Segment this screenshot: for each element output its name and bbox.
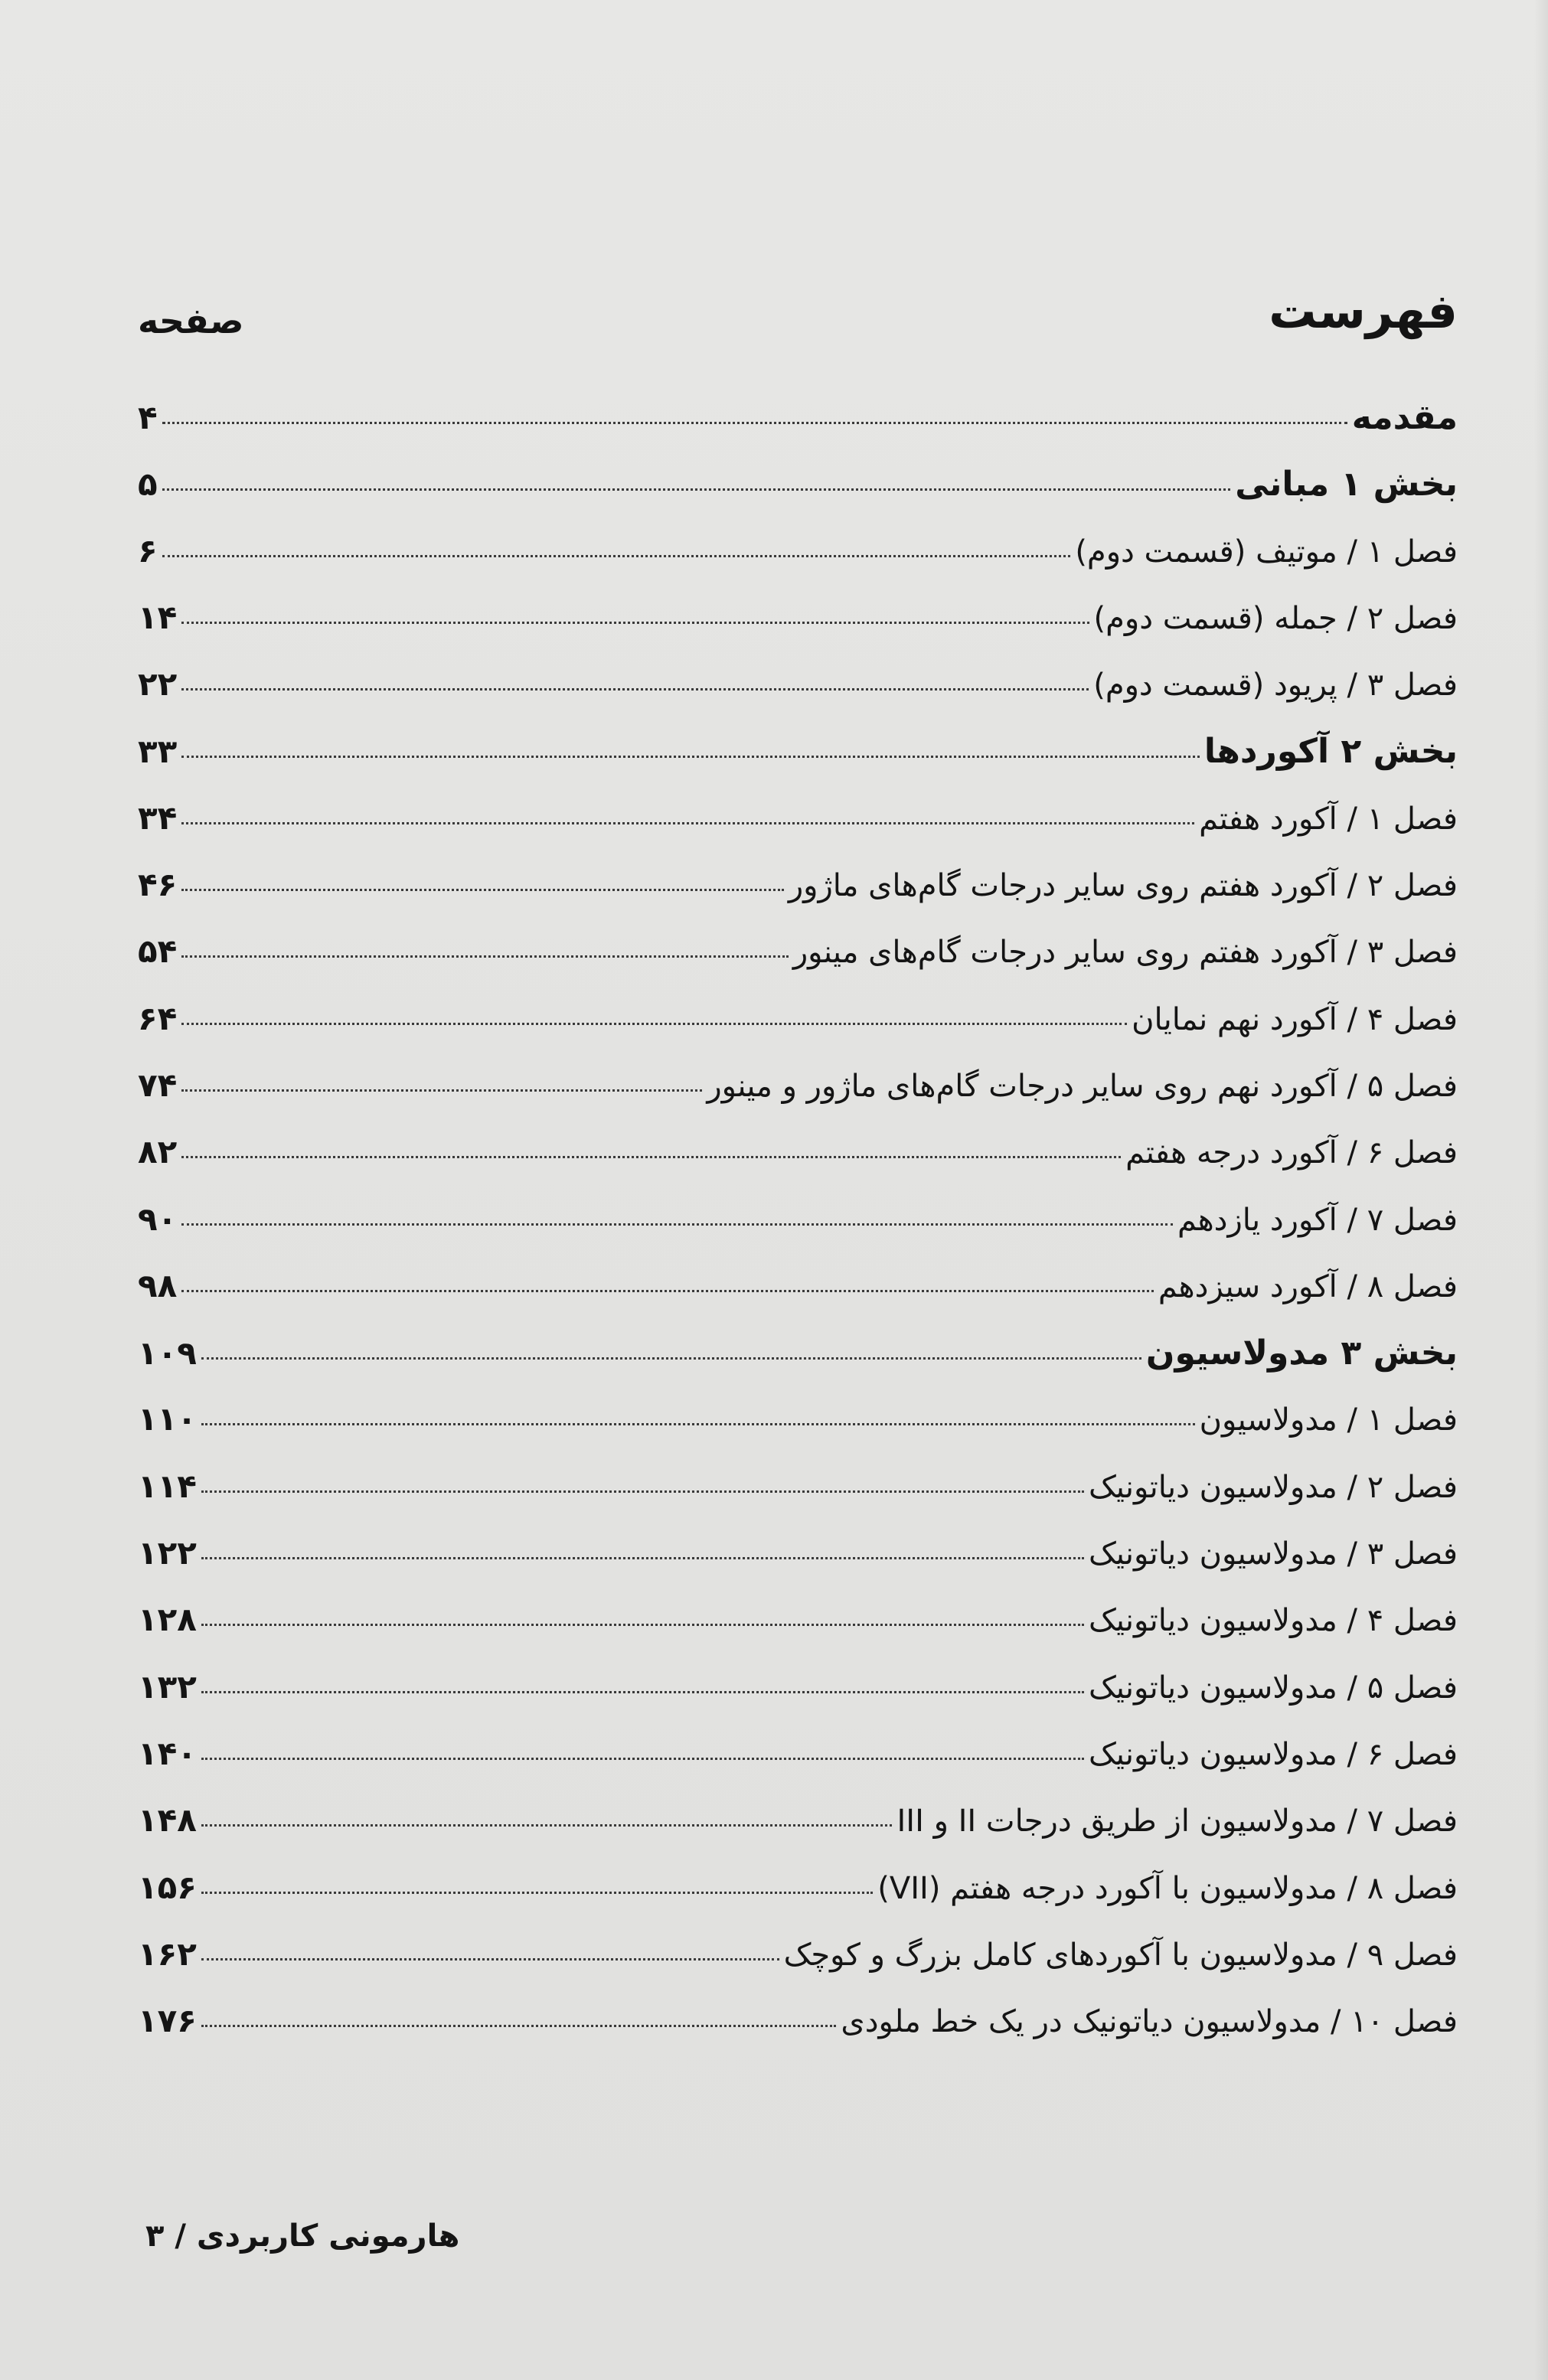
toc-page-number: ۱۵۶ (138, 1868, 197, 1906)
toc-entry-title: فصل ۶ / مدولاسیون دیاتونیک (1088, 1736, 1458, 1772)
dot-leader (201, 2025, 836, 2027)
table-of-contents (138, 398, 1458, 2068)
toc-entry-title: فصل ۵ / آکورد نهم روی سایر درجات گام‌های ماژور و مینور (707, 1068, 1458, 1104)
toc-chapter-row (138, 1000, 1458, 1066)
toc-page-number: ۱۳۲ (138, 1667, 197, 1706)
toc-entry-title: بخش ۲ آکوردها (1203, 732, 1458, 772)
toc-chapter-row (138, 1668, 1458, 1735)
toc-entry-title: فصل ۲ / آکورد هفتم روی سایر درجات گام‌های ماژور (788, 868, 1458, 904)
dot-leader (181, 1223, 1173, 1226)
toc-page-number: ۶۴ (138, 999, 178, 1037)
toc-chapter-row (138, 799, 1458, 866)
dot-leader (181, 622, 1089, 624)
toc-entry-title: فصل ۷ / آکورد یازدهم (1177, 1202, 1458, 1238)
dot-leader (201, 1423, 1195, 1425)
dot-leader (201, 1824, 893, 1827)
toc-entry-title: مقدمه (1351, 398, 1458, 437)
toc-entry-title: فصل ۳ / مدولاسیون دیاتونیک (1088, 1536, 1458, 1572)
dot-leader (162, 555, 1071, 557)
toc-entry-title: بخش ۱ مبانی (1235, 465, 1458, 504)
dot-leader (181, 688, 1089, 690)
toc-chapter-row (138, 1935, 1458, 2002)
toc-page-number: ۱۷۶ (138, 2002, 197, 2040)
toc-page-number: ۱۶۲ (138, 1934, 197, 1973)
toc-page-number: ۲۲ (138, 665, 178, 704)
toc-page-number: ۱۰۹ (138, 1334, 197, 1373)
dot-leader (201, 1624, 1084, 1626)
toc-entry-title: فصل ۵ / مدولاسیون دیاتونیک (1088, 1670, 1458, 1706)
dot-leader (181, 955, 789, 958)
toc-part-row (138, 398, 1458, 465)
toc-entry-title: فصل ۱۰ / مدولاسیون دیاتونیک در یک خط ملودی (841, 2004, 1458, 2040)
toc-chapter-row (138, 866, 1458, 932)
toc-entry-title: فصل ۴ / آکورد نهم نمایان (1132, 1001, 1458, 1037)
dot-leader (201, 1758, 1084, 1760)
toc-chapter-row (138, 532, 1458, 599)
toc-entry-title: فصل ۴ / مدولاسیون دیاتونیک (1088, 1603, 1458, 1639)
toc-entry-title: فصل ۳ / پریود (قسمت دوم) (1093, 668, 1458, 704)
toc-chapter-row (138, 599, 1458, 665)
toc-page-number: ۶ (138, 531, 158, 570)
dot-leader (181, 1023, 1127, 1025)
toc-page-number: ۴۶ (138, 866, 178, 904)
dot-leader (181, 889, 784, 891)
toc-page-number: ۱۴ (138, 598, 178, 636)
toc-chapter-row (138, 1267, 1458, 1334)
toc-part-row (138, 1334, 1458, 1400)
dot-leader (201, 1958, 779, 1960)
toc-entry-title: فصل ۱ / آکورد هفتم (1199, 801, 1458, 837)
toc-page-number: ۱۲۸ (138, 1601, 197, 1639)
toc-chapter-row (138, 1601, 1458, 1667)
toc-chapter-row (138, 1400, 1458, 1467)
toc-entry-title: فصل ۸ / مدولاسیون با آکورد درجه هفتم (VII) (877, 1870, 1458, 1906)
toc-page-number: ۱۱۴ (138, 1467, 197, 1505)
toc-page-number: ۹۰ (138, 1200, 178, 1238)
dot-leader (201, 1557, 1084, 1559)
toc-entry-title: فصل ۳ / آکورد هفتم روی سایر درجات گام‌های مینور (792, 935, 1458, 971)
toc-page-number: ۱۱۰ (138, 1400, 197, 1438)
dot-leader (162, 488, 1231, 491)
toc-entry-title: فصل ۶ / آکورد درجه هفتم (1125, 1135, 1458, 1171)
toc-entry-title: فصل ۱ / مدولاسیون (1199, 1402, 1458, 1438)
toc-page-number: ۷۴ (138, 1066, 178, 1104)
toc-page-number: ۴ (138, 399, 158, 436)
toc-chapter-row (138, 932, 1458, 999)
running-footer: هارمونی کاربردی / ۳ (145, 2218, 460, 2254)
page-title: فهرست (1269, 283, 1458, 339)
dot-leader (181, 1156, 1121, 1158)
dot-leader (201, 1892, 873, 1894)
dot-leader (201, 1490, 1084, 1493)
dot-leader (181, 822, 1194, 824)
toc-page-number: ۳۴ (138, 798, 178, 837)
dot-leader (201, 1691, 1084, 1693)
toc-part-row (138, 732, 1458, 798)
dot-leader (162, 422, 1347, 424)
dot-leader (181, 1290, 1154, 1292)
toc-page-number: ۵ (138, 465, 158, 504)
dot-leader (181, 1089, 702, 1092)
toc-chapter-row (138, 1200, 1458, 1267)
dot-leader (181, 756, 1200, 758)
toc-entry-title: فصل ۲ / مدولاسیون دیاتونیک (1088, 1469, 1458, 1505)
toc-page-number: ۱۲۲ (138, 1534, 197, 1572)
toc-page-number: ۱۴۰ (138, 1734, 197, 1772)
toc-chapter-row (138, 2002, 1458, 2068)
toc-page-number: ۹۸ (138, 1266, 178, 1304)
toc-entry-title: فصل ۲ / جمله (قسمت دوم) (1093, 600, 1458, 636)
toc-chapter-row (138, 1534, 1458, 1601)
toc-page-number: ۳۳ (138, 733, 178, 771)
toc-chapter-row (138, 665, 1458, 732)
toc-chapter-row (138, 1468, 1458, 1534)
toc-entry-title: فصل ۷ / مدولاسیون از طریق درجات II و III (896, 1804, 1458, 1840)
toc-chapter-row (138, 1133, 1458, 1200)
toc-entry-title: فصل ۹ / مدولاسیون با آکوردهای کامل بزرگ و کوچک (783, 1937, 1458, 1973)
toc-chapter-row (138, 1869, 1458, 1935)
toc-entry-title: فصل ۱ / موتیف (قسمت دوم) (1075, 534, 1458, 570)
dot-leader (201, 1357, 1141, 1360)
page-edge-shadow (1534, 0, 1548, 2380)
toc-chapter-row (138, 1066, 1458, 1133)
toc-chapter-row (138, 1735, 1458, 1801)
page-column-label: صفحه (138, 300, 244, 341)
toc-part-row (138, 465, 1458, 531)
toc-chapter-row (138, 1801, 1458, 1868)
toc-page-number: ۵۴ (138, 932, 178, 971)
toc-page-number: ۸۲ (138, 1133, 178, 1171)
toc-entry-title: فصل ۸ / آکورد سیزدهم (1158, 1268, 1458, 1304)
toc-entry-title: بخش ۳ مدولاسیون (1145, 1334, 1458, 1373)
toc-page-number: ۱۴۸ (138, 1801, 197, 1840)
